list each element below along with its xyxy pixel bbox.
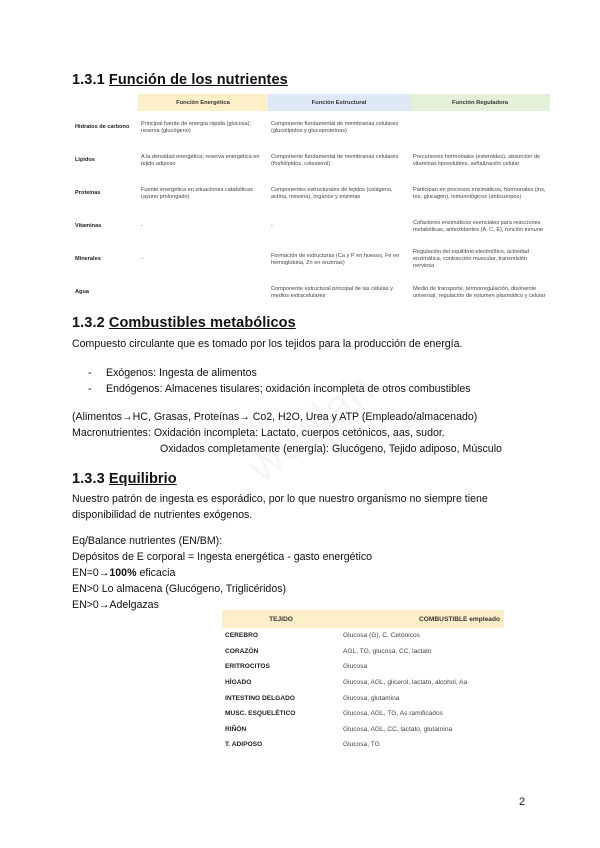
table-cell: Cofactores enzimáticos esenciales para reacciones metabólicas, antioxidantes (A, C, E), función inmune bbox=[413, 219, 543, 233]
table-cell: Fuente energética en situaciones catabólicas (ayuno prolongado) bbox=[141, 186, 253, 200]
table-cell: Componente fundamental de membranas celulares (fosfolípidos, colesterol) bbox=[271, 153, 399, 167]
section-number: 1.3.1 bbox=[72, 72, 105, 88]
section-title: Función de los nutrientes bbox=[108, 72, 288, 88]
fuel-cell: AGL, TG, glucosa, CC, lactato bbox=[343, 647, 432, 655]
balance-percent: 100% bbox=[109, 567, 137, 579]
section-title: Equilibrio bbox=[108, 471, 177, 487]
page-number: 2 bbox=[519, 796, 526, 808]
section-heading-combustibles bbox=[72, 315, 296, 331]
list-item: - Endógenos: Almacenes tisulares; oxidación incompleta de otros combustibles bbox=[88, 381, 471, 397]
equilibrio-paragraph: Nuestro patrón de ingesta es esporádico, por lo que nuestro organismo no siempre tiene disponibilidad de nutrientes exógenos. bbox=[72, 493, 488, 521]
balance-line: EN>0→Adelgazas bbox=[72, 599, 159, 611]
table-row bbox=[222, 706, 504, 722]
table-cell bbox=[410, 111, 550, 144]
tissue-cell: CORAZÓN bbox=[225, 647, 259, 655]
table-cell: - bbox=[141, 223, 143, 229]
row-label: Lípidos bbox=[75, 157, 95, 163]
table-cell: Precursores hormonales (esteroides), absorción de vitaminas liposolubles, señalización celular bbox=[413, 153, 541, 167]
table-row bbox=[72, 144, 550, 177]
table-row bbox=[72, 111, 550, 144]
combustibles-notes bbox=[72, 409, 502, 457]
balance-text: eficacia bbox=[136, 567, 176, 579]
table-cell: Formación de estructuras (Ca y P en huesos, Fe en hemoglobina, Zn en enzimas) bbox=[271, 252, 400, 266]
note-line: (Alimentos→HC, Grasas, Proteínas→ Co2, H2O, Urea y ATP (Empleado/almacenado) bbox=[72, 411, 478, 423]
list-item: - Exógenos: Ingesta de alimentos bbox=[88, 365, 471, 381]
table-row bbox=[72, 177, 550, 210]
row-label: Proteínas bbox=[75, 190, 101, 196]
table-row bbox=[222, 628, 504, 644]
header-cell: Función Reguladora bbox=[410, 94, 550, 111]
balance-line: Eq/Balance nutrientes (EN/BM): bbox=[72, 535, 223, 547]
header-cell: COMBUSTIBLE empleado bbox=[340, 610, 504, 628]
table-cell: A la densidad energética; reserva energética en tejido adiposo bbox=[141, 153, 260, 167]
balance-lines bbox=[72, 533, 372, 613]
table-cell: Medio de transporte, termorregulación, disolvente universal, regulación de volumen plasmático y celular bbox=[413, 285, 546, 299]
section-heading-equilibrio bbox=[72, 471, 177, 487]
tissue-cell: HÍGADO bbox=[225, 679, 252, 687]
tissue-cell: ERITROCITOS bbox=[225, 663, 270, 671]
table-header-row bbox=[72, 94, 550, 111]
section-title: Combustibles metabólicos bbox=[108, 315, 296, 331]
header-cell: Función Energética bbox=[138, 94, 268, 111]
table-row bbox=[222, 675, 504, 691]
row-label: Agua bbox=[75, 289, 89, 295]
combustibles-list bbox=[88, 365, 471, 397]
section-number: 1.3.3 bbox=[72, 471, 105, 487]
header-cell: TEJIDO bbox=[222, 610, 340, 628]
balance-text: EN=0→ bbox=[72, 567, 110, 579]
balance-line: EN>0 Lo almacena (Glucógeno, Triglicéridos) bbox=[72, 583, 287, 595]
table-cell: Componente estructural principal de las células y medios extracelulares bbox=[271, 285, 393, 299]
table-row bbox=[222, 659, 504, 675]
table-cell: - bbox=[271, 223, 273, 229]
row-label: Minerales bbox=[75, 256, 101, 262]
table-cell: Participan en procesos enzimáticos, hormonales (ins, Ins, glucagón), inmunológicos (anticuerpos) bbox=[413, 186, 546, 200]
tissue-cell: RIÑÓN bbox=[225, 725, 247, 733]
balance-line bbox=[72, 567, 175, 579]
table-cell: Regulación del equilibrio electrolítico, actividad enzimática, contracción muscular, transmisión nerviosa bbox=[413, 249, 529, 269]
nutrient-function-table bbox=[72, 94, 550, 309]
table-row bbox=[72, 276, 550, 309]
table-row bbox=[222, 737, 504, 753]
table-row bbox=[222, 722, 504, 738]
table-cell: - bbox=[141, 256, 143, 262]
note-line: Macronutrientes: Oxidación incompleta: Lactato, cuerpos cetónicos, aas, sudor. bbox=[72, 427, 445, 439]
fuel-cell: Glucosa, AGL, CC, lactato, glutamina bbox=[343, 725, 453, 733]
tissue-cell: T. ADIPOSO bbox=[225, 741, 263, 749]
header-cell bbox=[72, 94, 138, 111]
tissue-cell: CEREBRO bbox=[225, 632, 258, 640]
table-row bbox=[222, 644, 504, 660]
table-header-row bbox=[222, 610, 504, 628]
fuel-cell: Glucosa, TG bbox=[343, 741, 380, 749]
row-label: Vitaminas bbox=[75, 223, 102, 229]
table-cell: Componente fundamental de membranas celulares (glucolípidos y glucoproteínas) bbox=[271, 120, 399, 134]
table-row bbox=[72, 210, 550, 243]
table-cell bbox=[138, 276, 268, 309]
table-cell: Componentes estructurales de tejidos (colágeno, actina, miosina), órganos y enzimas bbox=[271, 186, 393, 200]
combustibles-intro: Compuesto circulante que es tomado por los tejidos para la producción de energía. bbox=[72, 338, 463, 350]
fuel-cell: Glucosa, AGL, glicerol, lactato, alcohol, Aa bbox=[343, 679, 468, 687]
note-line: Oxidados completamente (energía): Glucógeno, Tejido adiposo, Músculo bbox=[160, 443, 502, 455]
table-row bbox=[72, 243, 550, 276]
balance-line: Depósitos de E corporal = Ingesta energética - gasto energético bbox=[72, 551, 373, 563]
fuel-table bbox=[222, 610, 504, 753]
section-heading-funcion-nutrientes bbox=[72, 72, 288, 88]
tissue-cell: MUSC. ESQUELÉTICO bbox=[225, 710, 296, 718]
table-cell: Principal fuente de energía rápida (glucosa); reserva (glucógeno) bbox=[141, 120, 252, 134]
fuel-cell: Glucosa, AGL, TG, As ramificados bbox=[343, 710, 443, 718]
tissue-cell: INTESTINO DELGADO bbox=[225, 694, 295, 702]
fuel-cell: Glucosa (G), C. Cetónicos bbox=[343, 632, 420, 640]
header-cell: Función Estructural bbox=[268, 94, 410, 111]
fuel-cell: Glucosa bbox=[343, 663, 368, 671]
fuel-cell: Glucosa, glutamina bbox=[343, 694, 400, 702]
section-number: 1.3.2 bbox=[72, 315, 105, 331]
row-label: Hidratos de carbono bbox=[75, 124, 130, 130]
table-row bbox=[222, 690, 504, 706]
